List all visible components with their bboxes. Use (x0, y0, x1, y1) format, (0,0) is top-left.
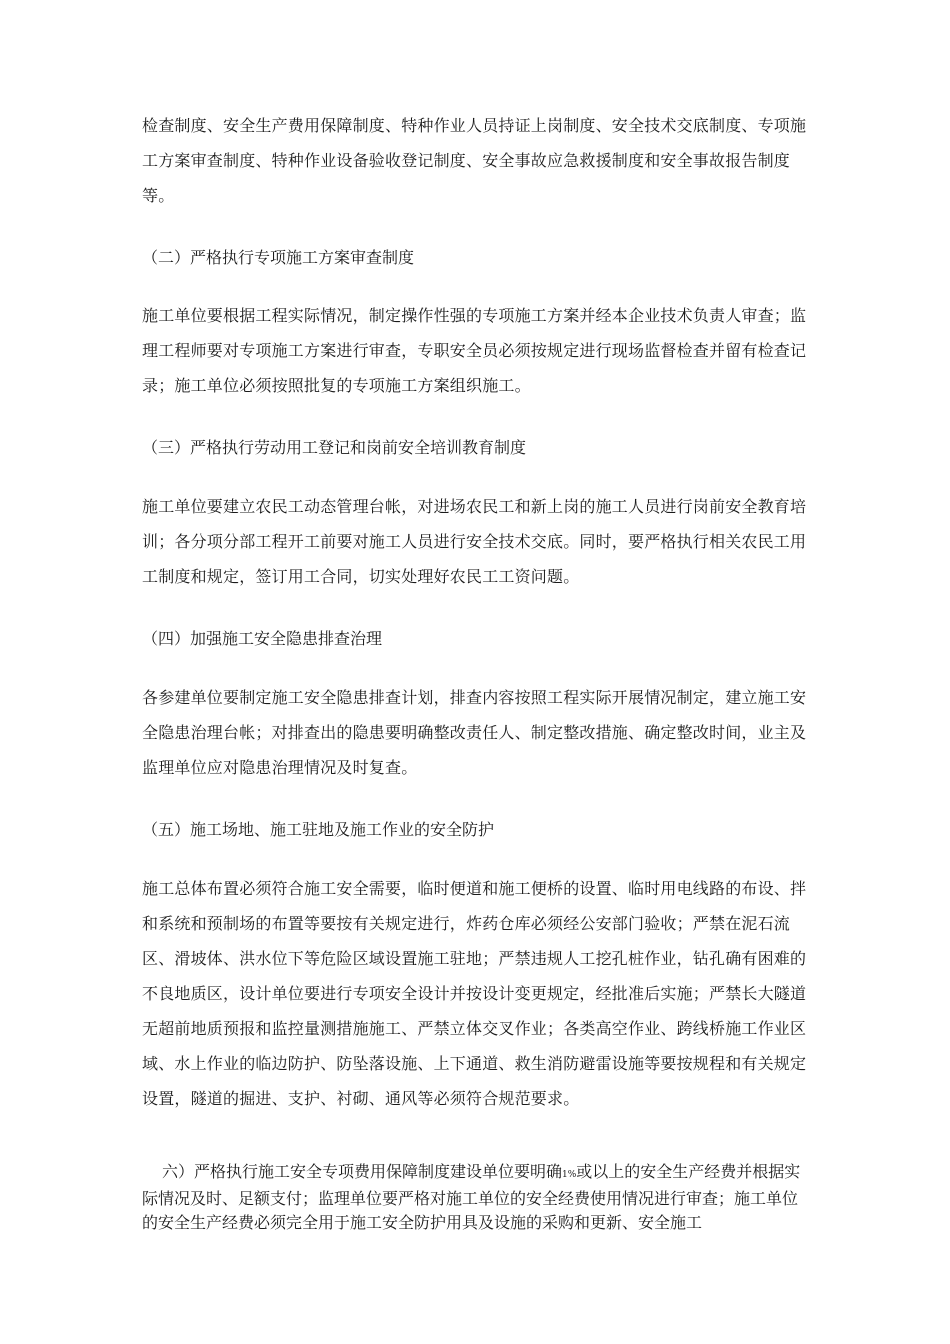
paragraph-2: 施工单位要根据工程实际情况，制定操作性强的专项施工方案并经本企业技术负责人审查；监理工程师要对专项施工方案进行审查，专职安全员必须按规定进行现场监督检查并留有检查记录；施工单位必须按照批复的专项施工方案组织施工。 (142, 306, 807, 395)
section-heading-2: （二）严格执行专项施工方案审查制度 (142, 248, 415, 267)
paragraph-5: 施工总体布置必须符合施工安全需要，临时便道和施工便桥的设置、临时用电线路的布设、拌和系统和预制场的布置等要按有关规定进行，炸药仓库必须经公安部门验收；严禁在泥石流区、滑坡体、洪水位下等危险区域设置施工驻地；严禁违规人工挖孔桩作业，钻孔确有困难的不良地质区，设计单位要进行专项安全设计并按设计变更规定，经批准后实施；严禁长大隧道无超前地质预报和监控量测措施施工、严禁立体交叉作业；各类高空作业、跨线桥施工作业区域、水上作业的临边防护、防坠落设施、上下通道、救生消防避雷设施等要按规程和有关规定设置，隧道的掘进、支护、衬砌、通风等必须符合规范要求。 (142, 879, 807, 1108)
paragraph-4: 各参建单位要制定施工安全隐患排查计划，排查内容按照工程实际开展情况制定，建立施工安全隐患治理台帐；对排查出的隐患要明确整改责任人、制定整改措施、确定整改时间，业主及监理单位应对隐患治理情况及时复查。 (142, 688, 807, 777)
paragraph-3: 施工单位要建立农民工动态管理台帐，对进场农民工和新上岗的施工人员进行岗前安全教育培训；各分项分部工程开工前要对施工人员进行安全技术交底。同时，要严格执行相关农民工用工制度和规定，签订用工合同，切实处理好农民工工资问题。 (142, 497, 807, 586)
paragraph-6-rest: 或以上的安全生产经费并根据实际情况及时、足额支付；监理单位要严格对施工单位的安全经费使用情况进行审查；施工单位的安全生产经费必须完全用于施工安全防护用具及设施的采购和更新、安全施工 (142, 1162, 801, 1232)
percent-value: 1% (562, 1170, 577, 1180)
paragraph-6-start: 六）严格执行施工安全专项费用保障制度建设单位要明确 (162, 1162, 563, 1181)
section-heading-5: （五）施工场地、施工驻地及施工作业的安全防护 (142, 820, 495, 839)
paragraph-6 (142, 1160, 812, 1235)
section-heading-3: （三）严格执行劳动用工登记和岗前安全培训教育制度 (142, 438, 527, 457)
paragraph-1: 检查制度、安全生产费用保障制度、特种作业人员持证上岗制度、安全技术交底制度、专项施工方案审查制度、特种作业设备验收登记制度、安全事故应急救援制度和安全事故报告制度等。 (142, 116, 807, 205)
section-heading-4: （四）加强施工安全隐患排查治理 (142, 629, 383, 648)
